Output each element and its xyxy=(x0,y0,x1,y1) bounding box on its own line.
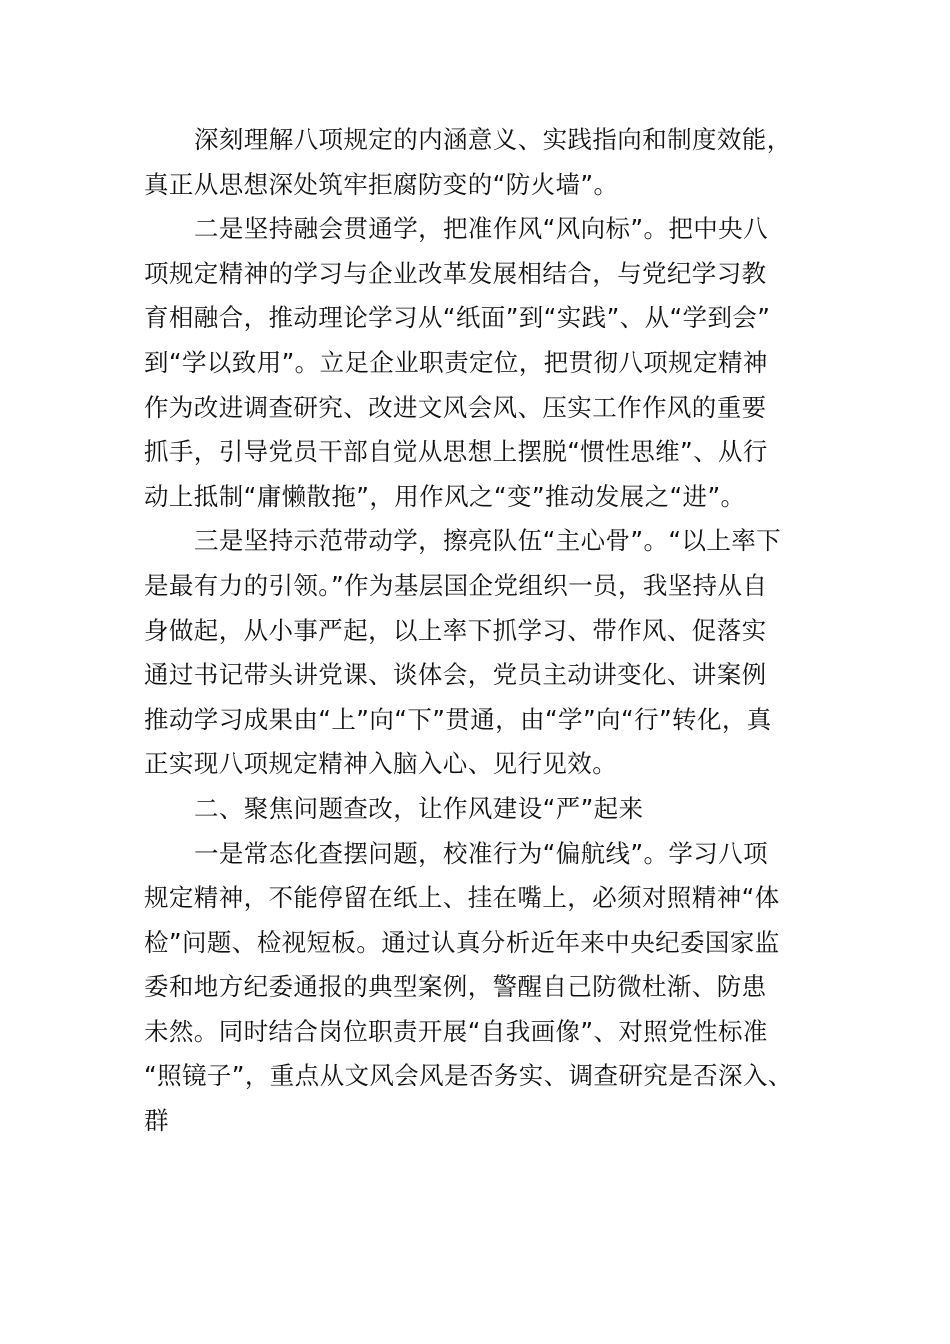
text-line: 是最有力的引领。”作为基层国企党组织一员，我坚持从自 xyxy=(144,570,768,600)
text-line: 正实现八项规定精神入脑入心、见行见效。 xyxy=(144,749,618,779)
text-line: 深刻理解八项规定的内涵意义、实践指向和制度效能， xyxy=(194,125,792,154)
text-line: 育相融合，推动理论学习从“纸面”到“实践”、从“学到会” xyxy=(144,303,771,333)
text-line: 委和地方纪委通报的典型案例，警醒自己防微杜渐、防患 xyxy=(144,972,767,1002)
text-line: 三是坚持示范带动学，擦亮队伍“主心骨”。“以上率下 xyxy=(194,526,782,556)
text-line: 一是常态化查摆问题，校准行为“偏航线”。学习八项 xyxy=(194,838,768,868)
text-line: 二是坚持融会贯通学，把准作风“风向标”。把中央八 xyxy=(194,214,768,244)
body-text xyxy=(144,118,834,1144)
text-line: 群 xyxy=(144,1106,169,1136)
text-line: 二、聚焦问题查改，让作风建设“严”起来 xyxy=(194,793,644,823)
text-line: 身做起，从小事严起，以上率下抓学习、带作风、促落实 xyxy=(144,615,767,645)
text-line: 推动学习成果由“上”向“下”贯通，由“学”向“行”转化，真 xyxy=(144,704,772,734)
text-line: 项规定精神的学习与企业改革发展相结合，与党纪学习教 xyxy=(144,258,767,288)
text-line: 抓手，引导党员干部自觉从思想上摆脱“惯性思维”、从行 xyxy=(144,437,768,467)
text-line: 作为改进调查研究、改进文风会风、压实工作作风的重要 xyxy=(144,392,767,422)
text-line: 未然。同时结合岗位职责开展“自我画像”、对照党性标准 xyxy=(144,1016,768,1046)
text-line: 通过书记带头讲党课、谈体会，党员主动讲变化、讲案例 xyxy=(144,660,767,690)
text-line: 真正从思想深处筑牢拒腐防变的“防火墙”。 xyxy=(144,169,619,199)
text-line: 动上抵制“庸懒散拖”，用作风之“变”推动发展之“进”。 xyxy=(144,481,746,511)
text-line: 检”问题、检视短板。通过认真分析近年来中央纪委国家监 xyxy=(144,927,780,957)
text-line: 到“学以致用”。立足企业职责定位，把贯彻八项规定精神 xyxy=(144,347,768,377)
text-line: 规定精神，不能停留在纸上、挂在嘴上，必须对照精神“体 xyxy=(144,883,780,913)
text-line: “照镜子”，重点从文风会风是否务实、调查研究是否深入、 xyxy=(144,1061,793,1091)
